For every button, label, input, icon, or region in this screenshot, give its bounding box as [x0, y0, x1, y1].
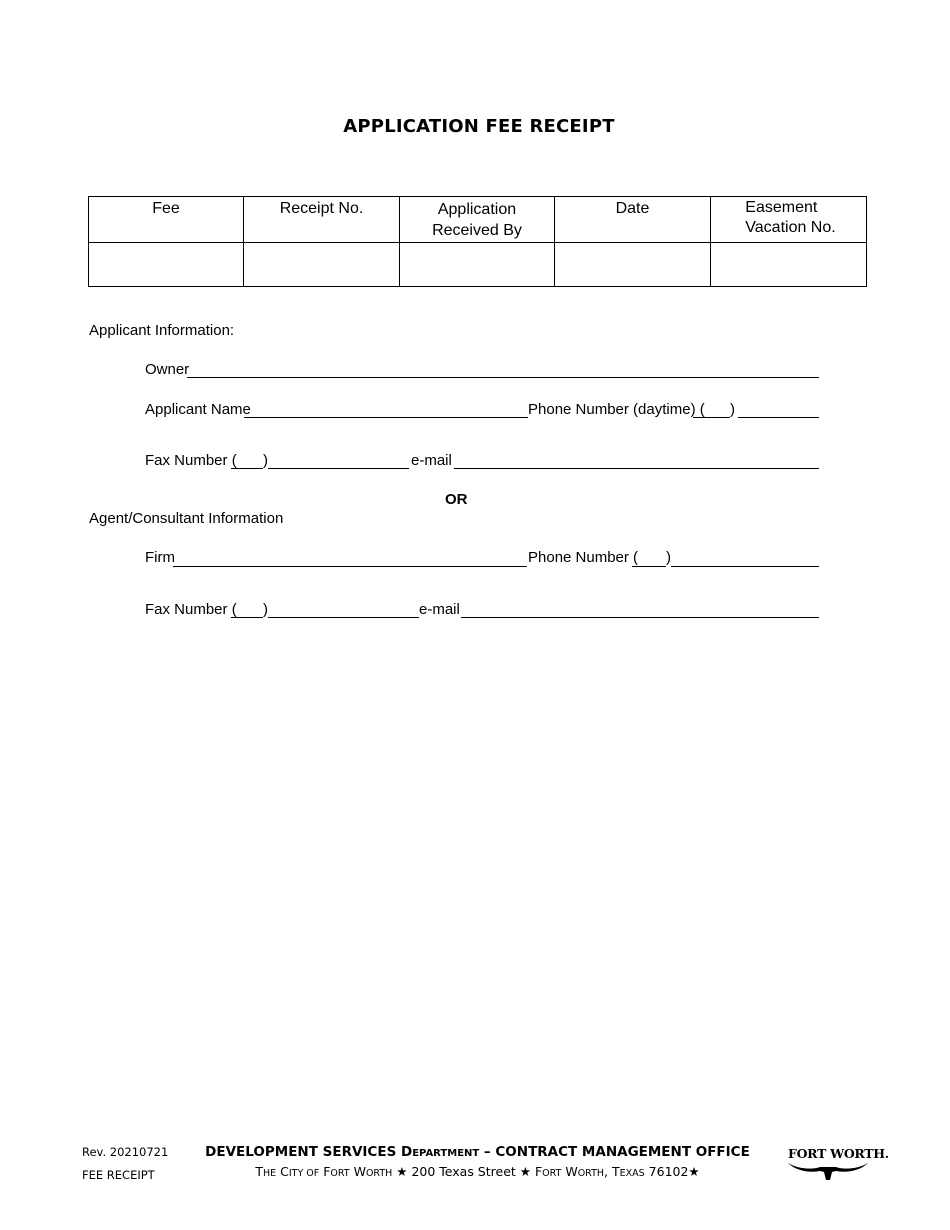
received-by-cell[interactable] [400, 243, 555, 287]
applicant-email-field[interactable] [454, 468, 819, 469]
applicant-fax-field[interactable] [268, 468, 409, 469]
revision-label: Rev. 20210721 [82, 1145, 169, 1159]
fee-cell[interactable] [89, 243, 244, 287]
form-name-label: FEE RECEIPT [82, 1168, 155, 1182]
header-received-by: Application Received By [400, 197, 555, 243]
agent-fax-close: ) [263, 601, 268, 618]
or-separator: OR [445, 491, 468, 508]
header-receipt-no: Receipt No. [244, 197, 400, 243]
fee-receipt-table [88, 196, 867, 287]
agent-phone-label: Phone Number ( [528, 549, 639, 566]
date-cell[interactable] [555, 243, 711, 287]
applicant-phone-field[interactable] [738, 417, 819, 418]
agent-fax-label: Fax Number ( [145, 601, 237, 618]
logo-wordmark: FORT WORTH. [788, 1146, 889, 1161]
agent-fax-field[interactable] [268, 617, 419, 618]
owner-field[interactable] [187, 377, 819, 378]
agent-phone-close: ) [666, 549, 671, 566]
applicant-fax-close: ) [263, 452, 268, 469]
table-row [89, 243, 867, 287]
table-header-row [89, 197, 867, 243]
owner-label: Owner [145, 361, 190, 378]
agent-email-label: e-mail [419, 601, 460, 618]
applicant-info-heading: Applicant Information: [89, 322, 235, 339]
firm-field[interactable] [173, 566, 527, 567]
page-title: APPLICATION FEE RECEIPT [343, 116, 615, 137]
applicant-email-label: e-mail [411, 452, 452, 469]
header-easement-vacation-no: Easement Vacation No. [711, 197, 867, 243]
applicant-fax-label: Fax Number ( [145, 452, 237, 469]
easement-vacation-no-cell[interactable] [711, 243, 867, 287]
applicant-phone-label: Phone Number (daytime) ( [528, 401, 705, 418]
header-date: Date [555, 197, 711, 243]
applicant-name-field[interactable] [244, 417, 528, 418]
fort-worth-logo [786, 1146, 889, 1186]
footer-address: THE CITY OF FORT WORTH ★ 200 Texas Street ★ FORT WORTH, TEXAS 76102★ [255, 1164, 700, 1179]
footer-department: DEVELOPMENT SERVICES DEPARTMENT – CONTRACT MANAGEMENT OFFICE [205, 1144, 750, 1160]
applicant-fax-area-field[interactable] [231, 468, 263, 469]
agent-phone-area-field[interactable] [632, 566, 666, 567]
applicant-phone-close: ) [730, 401, 735, 418]
receipt-no-cell[interactable] [244, 243, 400, 287]
agent-info-heading: Agent/Consultant Information [89, 510, 284, 527]
agent-phone-field[interactable] [671, 566, 819, 567]
applicant-name-label: Applicant Name [145, 401, 251, 418]
agent-email-field[interactable] [461, 617, 819, 618]
firm-label: Firm [145, 549, 175, 566]
applicant-phone-area-field[interactable] [693, 417, 730, 418]
agent-fax-area-field[interactable] [231, 617, 263, 618]
longhorn-icon [786, 1146, 870, 1186]
header-fee: Fee [89, 197, 244, 243]
